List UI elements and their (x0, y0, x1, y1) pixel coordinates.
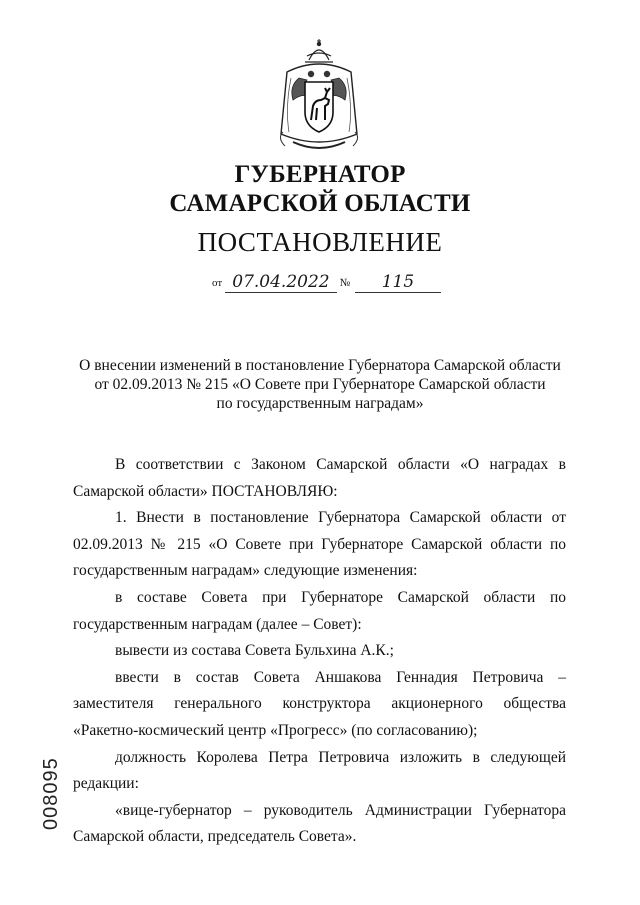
org-title-line2: САМАРСКОЙ ОБЛАСТИ (169, 190, 471, 217)
body-paragraph: в составе Совета при Губернаторе Самарской области по государственным наградам (далее – Совет): (73, 588, 566, 633)
date-number-line (212, 272, 441, 292)
side-registration-code: 008095 (40, 757, 62, 830)
body-paragraph: должность Королева Петра Петровича изложить в следующей редакции: (73, 748, 566, 793)
date-label: от (212, 277, 223, 289)
body-paragraph: ввести в состав Совета Аншакова Геннадия Петровича – заместителя генерального конструктора акционерного общества «Ракетно-космический центр «Прогресс» (по согласованию); (73, 668, 566, 739)
document-subject (0, 356, 640, 413)
org-title-line1: ГУБЕРНАТОР (234, 161, 406, 188)
body-paragraph: «вице-губернатор – руководитель Администрации Губернатора Самарской области, председатель Совета». (73, 801, 566, 846)
document-body (73, 452, 566, 851)
subject-line: О внесении изменений в постановление Губернатора Самарской области (79, 357, 561, 374)
subject-line: от 02.09.2013 № 215 «О Совете при Губернаторе Самарской области (94, 376, 546, 393)
document-type: ПОСТАНОВЛЕНИЕ (197, 227, 443, 257)
body-paragraph: 1. Внести в постановление Губернатора Самарской области от 02.09.2013 № 215 «О Совете при Губернаторе Самарской области по государственным наградам» следующие изменения: (73, 509, 566, 580)
date-value: 07.04.2022 (225, 272, 337, 293)
body-paragraph: вывести из состава Совета Бульхина А.К.; (115, 642, 394, 660)
subject-line: по государственным наградам» (216, 395, 424, 412)
body-paragraph: В соответствии с Законом Самарской области «О наградах в Самарской области» ПОСТАНОВЛЯЮ: (73, 456, 566, 500)
number-value: 115 (355, 272, 441, 293)
coat-of-arms-emblem (273, 38, 365, 158)
number-label: № (339, 277, 351, 289)
